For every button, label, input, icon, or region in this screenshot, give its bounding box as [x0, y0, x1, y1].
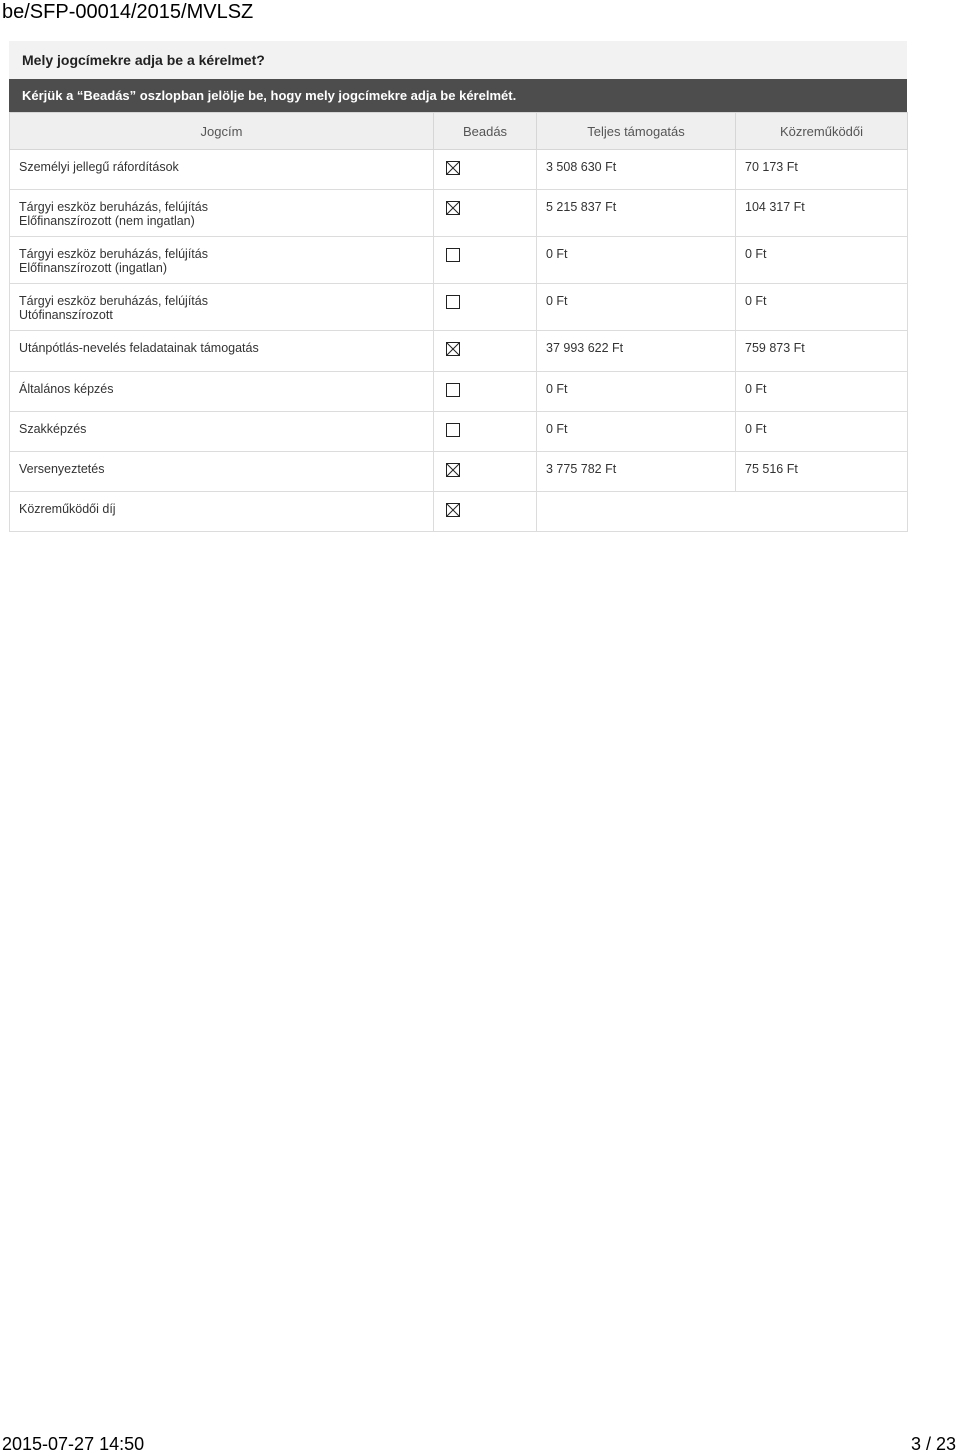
total-support-cell: 0 Ft [537, 372, 736, 412]
submit-checkbox-cell [434, 331, 537, 372]
checked-checkbox-icon[interactable] [446, 201, 460, 215]
claim-title-line: Előfinanszírozott (ingatlan) [19, 261, 167, 275]
intermediary-fee-cell: 0 Ft [736, 237, 908, 284]
column-header-jogcim: Jogcím [10, 113, 434, 150]
table-row [10, 372, 908, 412]
empty-amount-cell [537, 492, 908, 532]
claim-title-cell [10, 452, 434, 492]
intermediary-fee-cell: 0 Ft [736, 412, 908, 452]
claim-title-cell [10, 492, 434, 532]
table-row [10, 150, 908, 190]
question-header: Mely jogcímekre adja be a kérelmet? [9, 41, 907, 79]
total-support-cell: 0 Ft [537, 284, 736, 331]
submit-checkbox-cell [434, 372, 537, 412]
claim-title-cell [10, 237, 434, 284]
intermediary-fee-cell: 0 Ft [736, 372, 908, 412]
claim-title-line: Utófinanszírozott [19, 308, 113, 322]
column-header-beadas: Beadás [434, 113, 537, 150]
table-row [10, 452, 908, 492]
total-support-cell: 0 Ft [537, 412, 736, 452]
table-row [10, 237, 908, 284]
checked-checkbox-icon[interactable] [446, 342, 460, 356]
instruction-bar: Kérjük a “Beadás” oszlopban jelölje be, hogy mely jogcímekre adja be kérelmét. [9, 79, 907, 112]
checked-checkbox-icon[interactable] [446, 503, 460, 517]
submit-checkbox-cell [434, 150, 537, 190]
claim-title-cell [10, 372, 434, 412]
footer-page-number: 3 / 23 [910, 1434, 956, 1454]
unchecked-checkbox-icon[interactable] [446, 248, 460, 262]
claim-title-cell [10, 190, 434, 237]
submit-checkbox-cell [434, 412, 537, 452]
claim-title-cell [10, 331, 434, 372]
intermediary-fee-cell: 0 Ft [736, 284, 908, 331]
total-support-cell: 37 993 622 Ft [537, 331, 736, 372]
claim-title-line: Közreműködői díj [19, 502, 116, 516]
document-id: be/SFP-00014/2015/MVLSZ [2, 1, 254, 23]
submit-checkbox-cell [434, 452, 537, 492]
claim-title-line: Általános képzés [19, 382, 114, 396]
claim-title-cell [10, 150, 434, 190]
table-row [10, 331, 908, 372]
submit-checkbox-cell [434, 190, 537, 237]
submit-checkbox-cell [434, 492, 537, 532]
intermediary-fee-cell: 70 173 Ft [736, 150, 908, 190]
unchecked-checkbox-icon[interactable] [446, 383, 460, 397]
column-header-teljes-tamogatas: Teljes támogatás [537, 113, 736, 150]
checked-checkbox-icon[interactable] [446, 463, 460, 477]
checked-checkbox-icon[interactable] [446, 161, 460, 175]
intermediary-fee-cell: 104 317 Ft [736, 190, 908, 237]
total-support-cell: 3 775 782 Ft [537, 452, 736, 492]
total-support-cell: 0 Ft [537, 237, 736, 284]
claim-title-line: Tárgyi eszköz beruházás, felújítás [19, 200, 208, 214]
claim-title-line: Előfinanszírozott (nem ingatlan) [19, 214, 195, 228]
unchecked-checkbox-icon[interactable] [446, 295, 460, 309]
table-row [10, 284, 908, 331]
column-header-kozremukodoi: Közreműködői [736, 113, 908, 150]
unchecked-checkbox-icon[interactable] [446, 423, 460, 437]
claims-table [9, 112, 908, 532]
footer-datetime: 2015-07-27 14:50 [2, 1434, 145, 1454]
claim-title-cell [10, 412, 434, 452]
claim-title-line: Szakképzés [19, 422, 87, 436]
table-row [10, 492, 908, 532]
claim-title-line: Személyi jellegű ráfordítások [19, 160, 179, 174]
intermediary-fee-cell: 75 516 Ft [736, 452, 908, 492]
table-row [10, 412, 908, 452]
claim-title-line: Versenyeztetés [19, 462, 105, 476]
submit-checkbox-cell [434, 237, 537, 284]
intermediary-fee-cell: 759 873 Ft [736, 331, 908, 372]
table-header-row [10, 113, 908, 150]
claim-title-line: Tárgyi eszköz beruházás, felújítás [19, 247, 208, 261]
total-support-cell: 5 215 837 Ft [537, 190, 736, 237]
claim-title-line: Tárgyi eszköz beruházás, felújítás [19, 294, 208, 308]
claims-section [9, 41, 907, 532]
submit-checkbox-cell [434, 284, 537, 331]
claim-title-cell [10, 284, 434, 331]
table-row [10, 190, 908, 237]
total-support-cell: 3 508 630 Ft [537, 150, 736, 190]
claim-title-line: Utánpótlás-nevelés feladatainak támogatás [19, 341, 259, 355]
